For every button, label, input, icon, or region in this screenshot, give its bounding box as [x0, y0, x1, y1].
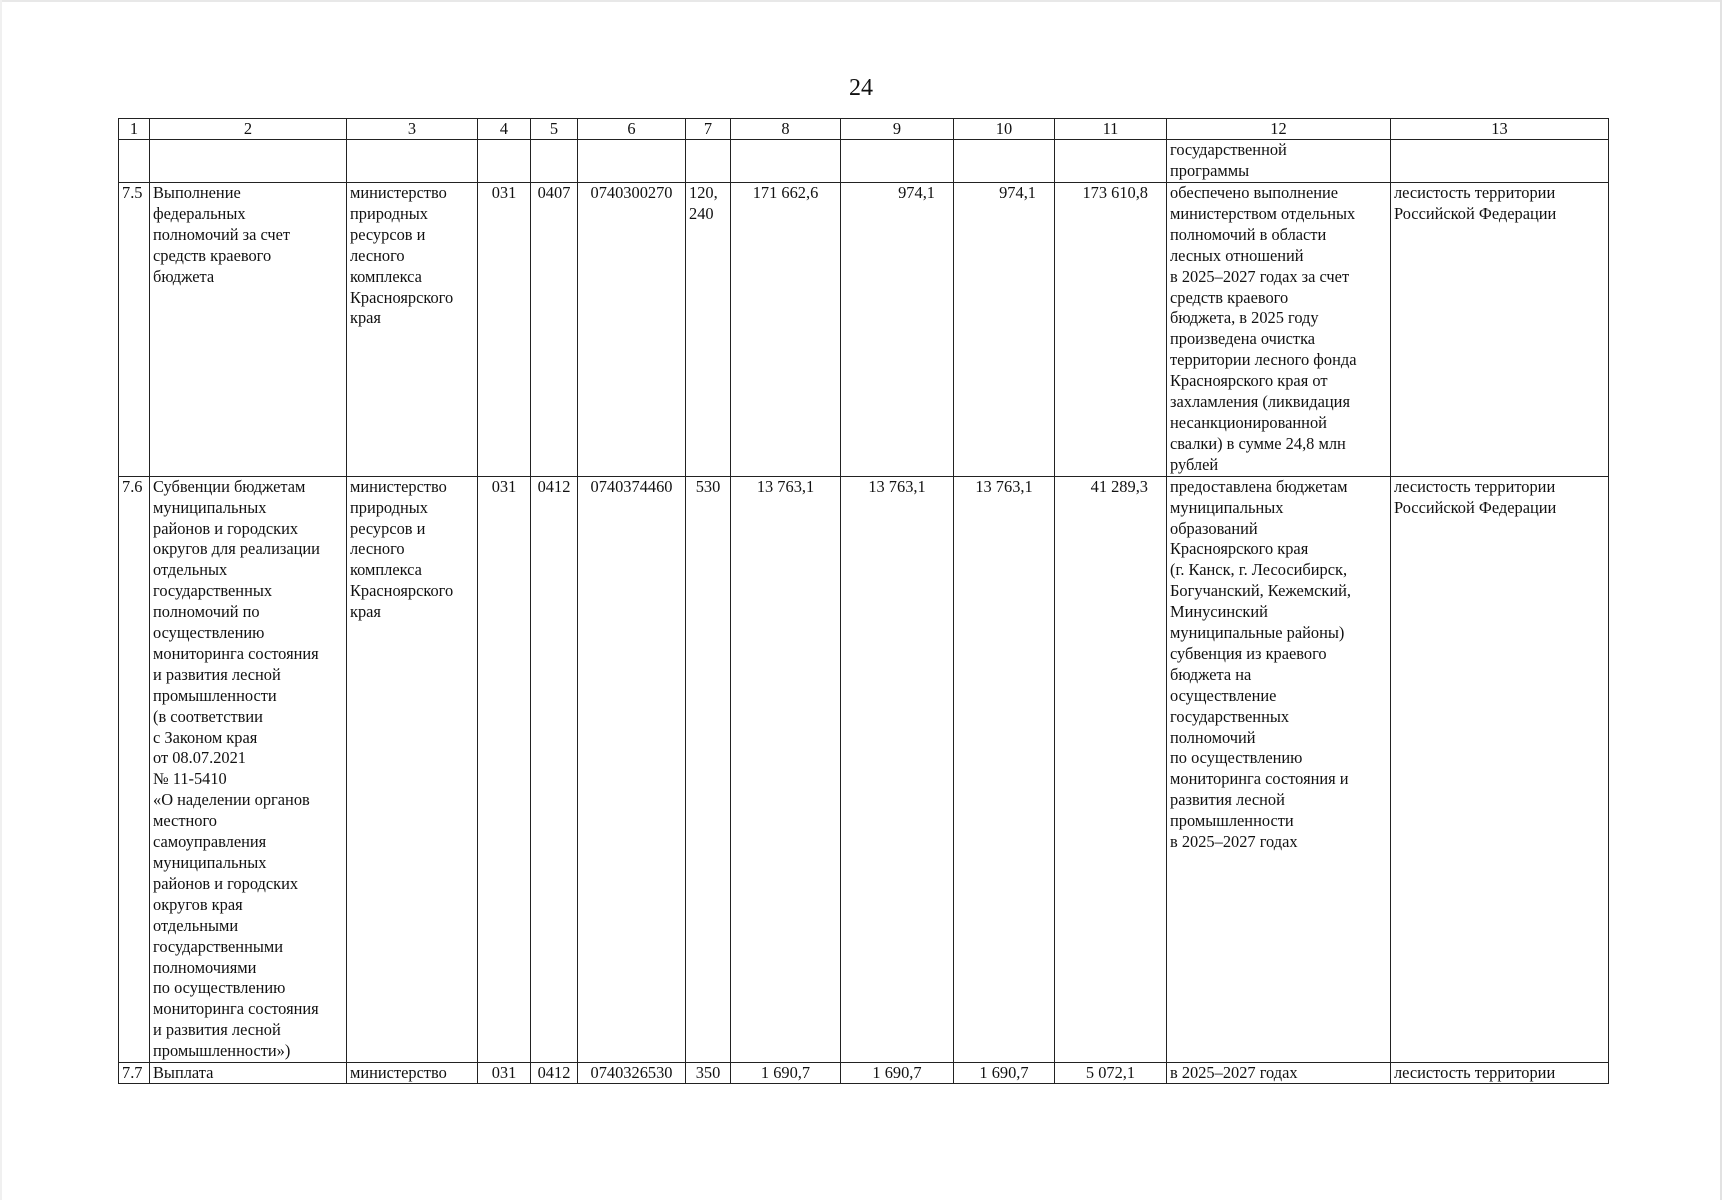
- row-number: 7.5: [119, 183, 150, 477]
- vr-code: 530: [686, 476, 731, 1062]
- row-number: 7.7: [119, 1063, 150, 1084]
- header-cell-9: 9: [841, 119, 954, 140]
- amount-total: 173 610,8: [1055, 183, 1167, 477]
- grbs-code: 031: [478, 476, 531, 1062]
- executor: министерство природных ресурсов и лесного комплекса Красноярского края: [347, 183, 478, 477]
- rzpr-code: 0412: [531, 476, 578, 1062]
- amount-2026: 1 690,7: [841, 1063, 954, 1084]
- page-number: 24: [849, 75, 873, 101]
- table-row: [119, 183, 1609, 477]
- amount-2027: 974,1: [954, 183, 1055, 477]
- cell-empty: [478, 140, 531, 183]
- indicator: лесистость территории Российской Федерации: [1391, 183, 1609, 477]
- amount-total: 41 289,3: [1055, 476, 1167, 1062]
- cell-empty: [686, 140, 731, 183]
- row-number: 7.6: [119, 476, 150, 1062]
- amount-2025: 1 690,7: [731, 1063, 841, 1084]
- grbs-code: 031: [478, 183, 531, 477]
- cell-empty: [578, 140, 686, 183]
- amount-2027: 1 690,7: [954, 1063, 1055, 1084]
- expected-result: обеспечено выполнение министерством отдельных полномочий в области лесных отношений в 2025–2027 годах за счет средств краевого бюджета, в 2025 году произведена очистка территории лесного фонда Красноярского края от захламления (ликвидация несанкционированной свалки) в сумме 24,8 млн рублей: [1167, 183, 1391, 477]
- cell-empty: [119, 140, 150, 183]
- expected-result: в 2025–2027 годах: [1167, 1063, 1391, 1084]
- vr-code: 120, 240: [686, 183, 731, 477]
- table-row: [119, 1063, 1609, 1084]
- header-cell-11: 11: [1055, 119, 1167, 140]
- expected-result: предоставлена бюджетам муниципальных образований Красноярского края (г. Канск, г. Лесосибирск, Богучанский, Кежемский, Минусинский муниципальные районы) субвенция из краевого бюджета на осуществление государственных полномочий по осуществлению мониторинга состояния и развития лесной промышленности в 2025–2027 годах: [1167, 476, 1391, 1062]
- csr-code: 0740300270: [578, 183, 686, 477]
- amount-2027: 13 763,1: [954, 476, 1055, 1062]
- cell-empty: [954, 140, 1055, 183]
- indicator: лесистость территории Российской Федерации: [1391, 476, 1609, 1062]
- activity-name: Субвенции бюджетам муниципальных районов и городских округов для реализации отдельных государственных полномочий по осуществлению мониторинга состояния и развития лесной промышленности (в соответствии с Законом края от 08.07.2021 № 11-5410 «О наделении органов местного самоуправления муниципальных районов и городских округов края отдельными государственными полномочиями по осуществлению мониторинга состояния и развития лесной промышленности»): [150, 476, 347, 1062]
- rzpr-code: 0407: [531, 183, 578, 477]
- indicator: лесистость территории: [1391, 1063, 1609, 1084]
- header-cell-13: 13: [1391, 119, 1609, 140]
- cell-empty: [531, 140, 578, 183]
- header-cell-6: 6: [578, 119, 686, 140]
- amount-2025: 171 662,6: [731, 183, 841, 477]
- executor: министерство природных ресурсов и лесного комплекса Красноярского края: [347, 476, 478, 1062]
- scan-left-edge: [0, 0, 2, 1200]
- cell-empty: [1391, 140, 1609, 183]
- cell-empty: [150, 140, 347, 183]
- header-cell-7: 7: [686, 119, 731, 140]
- rzpr-code: 0412: [531, 1063, 578, 1084]
- csr-code: 0740374460: [578, 476, 686, 1062]
- amount-2026: 13 763,1: [841, 476, 954, 1062]
- header-cell-10: 10: [954, 119, 1055, 140]
- budget-table: [118, 118, 1609, 1084]
- continuation-result-text: государственной программы: [1167, 140, 1391, 183]
- header-cell-8: 8: [731, 119, 841, 140]
- executor: министерство: [347, 1063, 478, 1084]
- header-cell-4: 4: [478, 119, 531, 140]
- amount-total: 5 072,1: [1055, 1063, 1167, 1084]
- table-row: [119, 476, 1609, 1062]
- cell-empty: [841, 140, 954, 183]
- header-cell-2: 2: [150, 119, 347, 140]
- cell-empty: [347, 140, 478, 183]
- vr-code: 350: [686, 1063, 731, 1084]
- header-cell-12: 12: [1167, 119, 1391, 140]
- header-row: [119, 119, 1609, 140]
- csr-code: 0740326530: [578, 1063, 686, 1084]
- scan-top-edge: [0, 0, 1722, 2]
- header-cell-1: 1: [119, 119, 150, 140]
- amount-2025: 13 763,1: [731, 476, 841, 1062]
- grbs-code: 031: [478, 1063, 531, 1084]
- amount-2026: 974,1: [841, 183, 954, 477]
- header-cell-3: 3: [347, 119, 478, 140]
- header-cell-5: 5: [531, 119, 578, 140]
- cell-empty: [731, 140, 841, 183]
- cell-empty: [1055, 140, 1167, 183]
- activity-name: Выплата: [150, 1063, 347, 1084]
- continuation-row: [119, 140, 1609, 183]
- activity-name: Выполнение федеральных полномочий за счет средств краевого бюджета: [150, 183, 347, 477]
